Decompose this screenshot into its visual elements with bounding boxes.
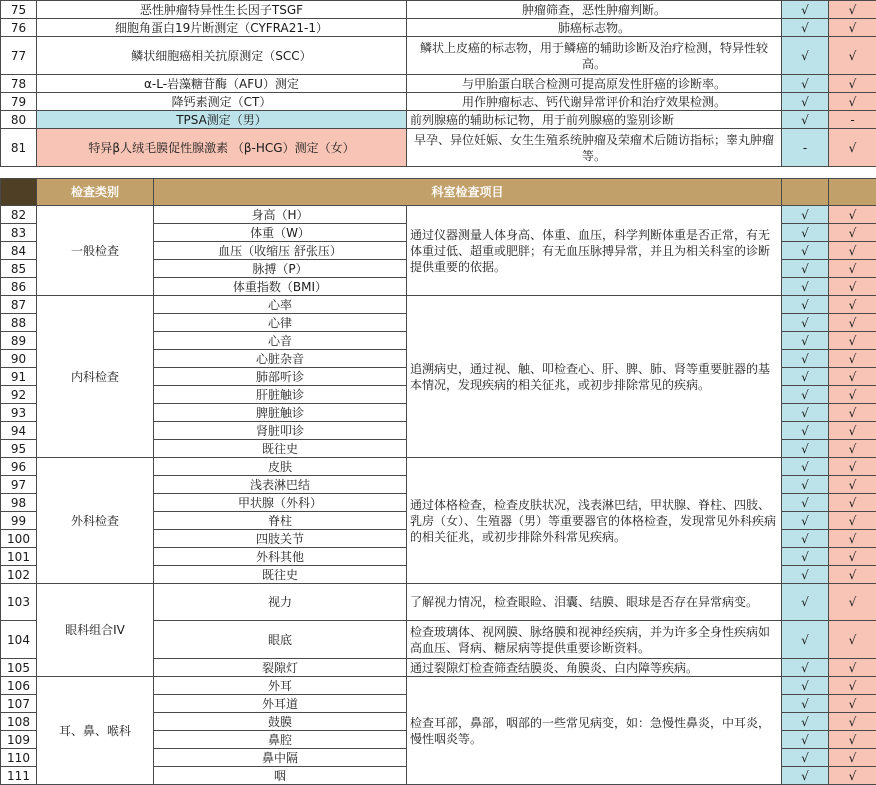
female-check: √ xyxy=(829,512,876,530)
row-number: 103 xyxy=(1,584,37,621)
item-name: 心率 xyxy=(154,296,407,314)
section-header xyxy=(1,179,876,206)
male-check: √ xyxy=(782,224,829,242)
table-row xyxy=(1,75,876,93)
category-label: 一般检查 xyxy=(37,206,154,296)
group-description: 通过仪器测量人体身高、体重、血压，科学判断体重是否正常，有无体重过低、超重或肥胖；有无血压脉搏异常，并且为相关科室的诊断提供重要的依据。 xyxy=(407,206,782,296)
item-name: 鼻腔 xyxy=(154,731,407,749)
female-check: √ xyxy=(829,494,876,512)
row-number: 84 xyxy=(1,242,37,260)
male-check: √ xyxy=(782,75,829,93)
item-name: 肺部听诊 xyxy=(154,368,407,386)
row-number: 100 xyxy=(1,530,37,548)
female-check: √ xyxy=(829,93,876,111)
male-check: - xyxy=(782,129,829,167)
item-name: 四肢关节 xyxy=(154,530,407,548)
item-description: 肿瘤筛查，恶性肿瘤判断。 xyxy=(407,1,782,19)
female-check: √ xyxy=(829,206,876,224)
spacer-row xyxy=(1,167,876,179)
male-check: √ xyxy=(782,476,829,494)
category-label: 外科检查 xyxy=(37,458,154,584)
item-name: 血压（收缩压 舒张压） xyxy=(154,242,407,260)
group-description: 通过体格检查，检查皮肤状况，浅表淋巴结，甲状腺、脊柱、四肢、乳房（女）、生殖器（男）等重要器官的体格检查，发现常见外科疾病的相关征兆，或初步排除外科常见疾病。 xyxy=(407,458,782,584)
table-row xyxy=(1,19,876,37)
item-name: 鳞状细胞癌相关抗原测定（SCC） xyxy=(37,37,407,75)
row-number: 94 xyxy=(1,422,37,440)
male-check: √ xyxy=(782,19,829,37)
item-name: 既往史 xyxy=(154,566,407,584)
item-name: 脊柱 xyxy=(154,512,407,530)
male-check: √ xyxy=(782,677,829,695)
item-name: 心音 xyxy=(154,332,407,350)
row-number: 78 xyxy=(1,75,37,93)
female-check: √ xyxy=(829,129,876,167)
female-check: √ xyxy=(829,332,876,350)
table-row xyxy=(1,37,876,75)
female-check: √ xyxy=(829,458,876,476)
female-check: √ xyxy=(829,530,876,548)
male-check: √ xyxy=(782,566,829,584)
male-check: √ xyxy=(782,584,829,621)
female-check: √ xyxy=(829,566,876,584)
row-number: 79 xyxy=(1,93,37,111)
female-check: √ xyxy=(829,440,876,458)
table-row xyxy=(1,1,876,19)
male-check: √ xyxy=(782,749,829,767)
item-name: 心律 xyxy=(154,314,407,332)
item-name: 外耳道 xyxy=(154,695,407,713)
male-check: √ xyxy=(782,404,829,422)
item-name: 心脏杂音 xyxy=(154,350,407,368)
row-number: 96 xyxy=(1,458,37,476)
female-check: √ xyxy=(829,659,876,677)
header-cell xyxy=(782,179,829,206)
male-check: √ xyxy=(782,494,829,512)
header-cell xyxy=(1,179,37,206)
row-number: 90 xyxy=(1,350,37,368)
male-check: √ xyxy=(782,440,829,458)
female-check: √ xyxy=(829,368,876,386)
row-number: 99 xyxy=(1,512,37,530)
item-description: 鳞状上皮癌的标志物，用于鳞癌的辅助诊断及治疗检测，特异性较高。 xyxy=(407,37,782,75)
female-check: √ xyxy=(829,677,876,695)
table-row xyxy=(1,584,876,621)
item-name: 外耳 xyxy=(154,677,407,695)
row-number: 107 xyxy=(1,695,37,713)
female-check: √ xyxy=(829,278,876,296)
male-check: √ xyxy=(782,314,829,332)
item-description: 通过裂隙灯检查筛查结膜炎、角膜炎、白内障等疾病。 xyxy=(407,659,782,677)
item-name: 肾脏叩诊 xyxy=(154,422,407,440)
item-name: 降钙素测定（CT） xyxy=(37,93,407,111)
male-check: √ xyxy=(782,731,829,749)
row-number: 110 xyxy=(1,749,37,767)
item-description: 检查玻璃体、视网膜、脉络膜和视神经疾病，并为许多全身性疾病如高血压、肾病、糖尿病等提供重要诊断资料。 xyxy=(407,621,782,659)
female-check: √ xyxy=(829,296,876,314)
table-row xyxy=(1,677,876,695)
female-check: √ xyxy=(829,404,876,422)
row-number: 93 xyxy=(1,404,37,422)
item-name: 体重指数（BMI） xyxy=(154,278,407,296)
table-row xyxy=(1,458,876,476)
category-label: 内科检查 xyxy=(37,296,154,458)
row-number: 81 xyxy=(1,129,37,167)
category-label: 眼科组合IV xyxy=(37,584,154,677)
header-items: 科室检查项目 xyxy=(154,179,782,206)
item-name: 视力 xyxy=(154,584,407,621)
item-name: 恶性肿瘤特异性生长因子TSGF xyxy=(37,1,407,19)
row-number: 75 xyxy=(1,1,37,19)
row-number: 97 xyxy=(1,476,37,494)
category-label: 耳、鼻、喉科 xyxy=(37,677,154,785)
item-name: 身高（H） xyxy=(154,206,407,224)
row-number: 83 xyxy=(1,224,37,242)
male-check: √ xyxy=(782,37,829,75)
row-number: 80 xyxy=(1,111,37,129)
male-check: √ xyxy=(782,1,829,19)
item-name: 甲状腺（外科） xyxy=(154,494,407,512)
male-check: √ xyxy=(782,350,829,368)
item-name: 眼底 xyxy=(154,621,407,659)
item-name: 既往史 xyxy=(154,440,407,458)
table-row xyxy=(1,206,876,224)
female-check: √ xyxy=(829,731,876,749)
male-check: √ xyxy=(782,260,829,278)
group-description: 检查耳部，鼻部，咽部的一些常见病变，如：急慢性鼻炎，中耳炎，慢性咽炎等。 xyxy=(407,677,782,785)
male-check: √ xyxy=(782,368,829,386)
item-description: 前列腺癌的辅助标记物，用于前列腺癌的鉴别诊断 xyxy=(407,111,782,129)
male-check: √ xyxy=(782,296,829,314)
item-description: 了解视力情况，检查眼睑、泪囊、结膜、眼球是否存在异常病变。 xyxy=(407,584,782,621)
male-check: √ xyxy=(782,332,829,350)
female-check: √ xyxy=(829,476,876,494)
table-row xyxy=(1,296,876,314)
item-description: 早孕、异位妊娠、女生生殖系统肿瘤及荣瘤术后随访指标；睾丸肿瘤等。 xyxy=(407,129,782,167)
item-name: 皮肤 xyxy=(154,458,407,476)
row-number: 87 xyxy=(1,296,37,314)
item-name: TPSA测定（男） xyxy=(37,111,407,129)
item-description: 与甲胎蛋白联合检测可提高原发性肝癌的诊断率。 xyxy=(407,75,782,93)
female-check: √ xyxy=(829,350,876,368)
female-check: √ xyxy=(829,37,876,75)
item-name: 浅表淋巴结 xyxy=(154,476,407,494)
table-row xyxy=(1,129,876,167)
row-number: 106 xyxy=(1,677,37,695)
female-check: √ xyxy=(829,242,876,260)
item-name: 细胞角蛋白19片断测定（CYFRA21-1） xyxy=(37,19,407,37)
item-name: 体重（W） xyxy=(154,224,407,242)
male-check: √ xyxy=(782,659,829,677)
female-check: √ xyxy=(829,695,876,713)
row-number: 95 xyxy=(1,440,37,458)
item-name: α-L-岩藻糖苷酶（AFU）测定 xyxy=(37,75,407,93)
female-check: √ xyxy=(829,19,876,37)
female-check: √ xyxy=(829,314,876,332)
table-row xyxy=(1,111,876,129)
male-check: √ xyxy=(782,695,829,713)
row-number: 111 xyxy=(1,767,37,785)
row-number: 102 xyxy=(1,566,37,584)
male-check: √ xyxy=(782,767,829,785)
male-check: √ xyxy=(782,386,829,404)
female-check: √ xyxy=(829,386,876,404)
item-name: 特异β人绒毛膜促性腺激素 （β-HCG）测定（女） xyxy=(37,129,407,167)
male-check: √ xyxy=(782,512,829,530)
female-check: √ xyxy=(829,224,876,242)
row-number: 91 xyxy=(1,368,37,386)
item-description: 用作肿瘤标志、钙代谢异常评价和治疗效果检测。 xyxy=(407,93,782,111)
item-name: 脉搏（P） xyxy=(154,260,407,278)
female-check: √ xyxy=(829,75,876,93)
female-check: √ xyxy=(829,1,876,19)
table-row xyxy=(1,93,876,111)
spacer-cell xyxy=(1,167,876,179)
male-check: √ xyxy=(782,530,829,548)
male-check: √ xyxy=(782,713,829,731)
row-number: 98 xyxy=(1,494,37,512)
row-number: 88 xyxy=(1,314,37,332)
male-check: √ xyxy=(782,93,829,111)
row-number: 92 xyxy=(1,386,37,404)
female-check: - xyxy=(829,111,876,129)
row-number: 101 xyxy=(1,548,37,566)
row-number: 86 xyxy=(1,278,37,296)
female-check: √ xyxy=(829,584,876,621)
female-check: √ xyxy=(829,767,876,785)
item-name: 鼓膜 xyxy=(154,713,407,731)
item-name: 鼻中隔 xyxy=(154,749,407,767)
item-description: 肺癌标志物。 xyxy=(407,19,782,37)
male-check: √ xyxy=(782,206,829,224)
row-number: 85 xyxy=(1,260,37,278)
item-name: 外科其他 xyxy=(154,548,407,566)
item-name: 脾脏触诊 xyxy=(154,404,407,422)
row-number: 82 xyxy=(1,206,37,224)
female-check: √ xyxy=(829,548,876,566)
male-check: √ xyxy=(782,422,829,440)
item-name: 肝脏触诊 xyxy=(154,386,407,404)
male-check: √ xyxy=(782,242,829,260)
row-number: 105 xyxy=(1,659,37,677)
female-check: √ xyxy=(829,713,876,731)
item-name: 裂隙灯 xyxy=(154,659,407,677)
female-check: √ xyxy=(829,621,876,659)
row-number: 77 xyxy=(1,37,37,75)
male-check: √ xyxy=(782,548,829,566)
header-category: 检查类别 xyxy=(37,179,154,206)
male-check: √ xyxy=(782,111,829,129)
header-cell xyxy=(829,179,876,206)
row-number: 76 xyxy=(1,19,37,37)
row-number: 109 xyxy=(1,731,37,749)
group-description: 追溯病史，通过视、触、叩检查心、肝、脾、肺、肾等重要脏器的基本情况，发现疾病的相关征兆，或初步排除常见的疾病。 xyxy=(407,296,782,458)
row-number: 104 xyxy=(1,621,37,659)
female-check: √ xyxy=(829,749,876,767)
male-check: √ xyxy=(782,621,829,659)
item-name: 咽 xyxy=(154,767,407,785)
female-check: √ xyxy=(829,422,876,440)
row-number: 89 xyxy=(1,332,37,350)
male-check: √ xyxy=(782,278,829,296)
female-check: √ xyxy=(829,260,876,278)
row-number: 108 xyxy=(1,713,37,731)
male-check: √ xyxy=(782,458,829,476)
